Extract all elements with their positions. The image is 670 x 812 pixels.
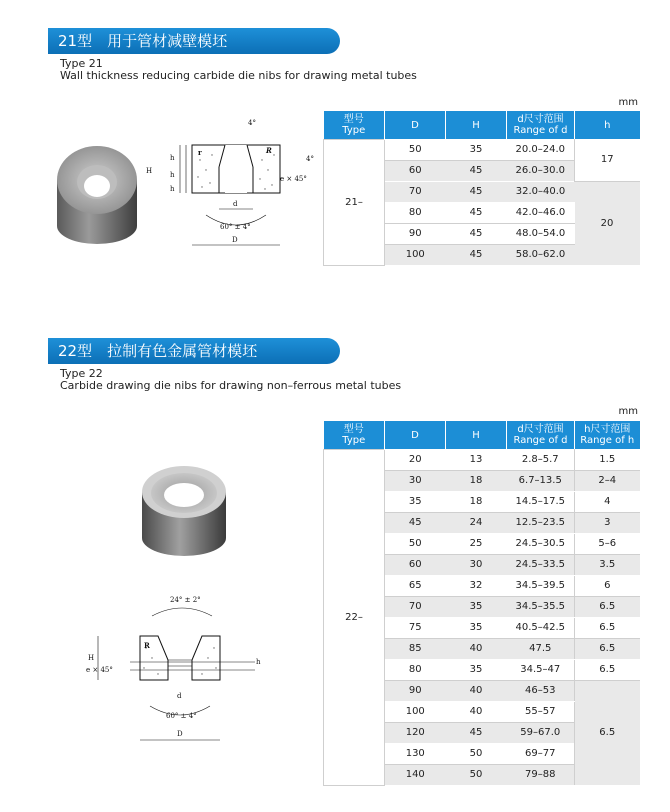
cell-hrange: 6 [575, 575, 640, 596]
section2-type-label: Type 22 [60, 367, 103, 380]
cell-H: 18 [446, 491, 507, 512]
die-nib-21-image [55, 142, 140, 247]
cell-hrange: 2–4 [575, 470, 640, 491]
cell-range: 24.5–30.5 [507, 533, 575, 554]
cell-D: 80 [385, 202, 446, 223]
cell-range: 2.8–5.7 [507, 449, 575, 470]
cell-H: 45 [446, 244, 507, 265]
cell-range: 24.5–33.5 [507, 554, 575, 575]
d1-label-chamfer: e × 45° [280, 175, 307, 183]
cell-h: 17 [575, 139, 640, 181]
cell-H: 32 [446, 575, 507, 596]
cell-D: 45 [385, 512, 446, 533]
cell-D: 85 [385, 638, 446, 659]
cell-D: 70 [385, 596, 446, 617]
die-nib-21-drawing [140, 115, 325, 260]
cell-hrange: 1.5 [575, 449, 640, 470]
cell-range: 34.5–35.5 [507, 596, 575, 617]
section1-type-label: Type 21 [60, 57, 103, 70]
cell-hrange: 6.5 [575, 617, 640, 638]
cell-H: 45 [446, 223, 507, 244]
d1-label-R: R [266, 146, 272, 155]
cell-range: 79–88 [507, 764, 575, 785]
cell-D: 90 [385, 680, 446, 701]
header-D: D [385, 421, 446, 449]
cell-range: 34.5–39.5 [507, 575, 575, 596]
cell-range: 6.7–13.5 [507, 470, 575, 491]
cell-D: 130 [385, 743, 446, 764]
cell-D: 120 [385, 722, 446, 743]
type-cell: 22– [324, 449, 385, 785]
cell-D: 80 [385, 659, 446, 680]
cell-D: 90 [385, 223, 446, 244]
section2-table-header [324, 421, 640, 449]
cell-H: 35 [446, 596, 507, 617]
header-type: 型号 Type [324, 421, 385, 449]
header-D: D [385, 111, 446, 139]
cell-H: 35 [446, 139, 507, 160]
cell-D: 60 [385, 160, 446, 181]
cell-D: 70 [385, 181, 446, 202]
cell-range: 32.0–40.0 [507, 181, 575, 202]
cell-D: 100 [385, 244, 446, 265]
cell-D: 35 [385, 491, 446, 512]
cell-D: 50 [385, 533, 446, 554]
type-cell: 21– [324, 139, 385, 265]
cell-h: 20 [575, 181, 640, 265]
d2-label-chamfer: e × 45° [86, 666, 113, 674]
cell-range: 26.0–30.0 [507, 160, 575, 181]
cell-D: 100 [385, 701, 446, 722]
cell-range: 34.5–47 [507, 659, 575, 680]
d1-label-h2: h [170, 171, 175, 179]
cell-H: 45 [446, 160, 507, 181]
cell-range: 59–67.0 [507, 722, 575, 743]
d2-label-h: h [256, 658, 261, 666]
cell-H: 24 [446, 512, 507, 533]
cell-H: 40 [446, 638, 507, 659]
d2-label-d: d [177, 692, 182, 700]
cell-range: 42.0–46.0 [507, 202, 575, 223]
table-row [324, 139, 640, 160]
d2-label-H: H [88, 654, 95, 662]
cell-D: 60 [385, 554, 446, 575]
d2-label-D: D [177, 730, 183, 738]
cell-H: 50 [446, 764, 507, 785]
cell-range: 12.5–23.5 [507, 512, 575, 533]
d2-label-cone-top: 24° ± 2° [170, 596, 201, 604]
header-H: H [446, 421, 507, 449]
cell-H: 40 [446, 680, 507, 701]
section2-banner: 22型 拉制有色金属管材模坯 [48, 338, 340, 364]
d1-label-r: r [198, 148, 202, 157]
die-nib-22-drawing [80, 588, 270, 748]
cell-hrange: 3.5 [575, 554, 640, 575]
cell-range: 58.0–62.0 [507, 244, 575, 265]
cell-range: 14.5–17.5 [507, 491, 575, 512]
die-nib-22-image [138, 462, 230, 560]
cell-range: 69–77 [507, 743, 575, 764]
cell-D: 65 [385, 575, 446, 596]
section1-banner: 21型 用于管材减壁模坯 [48, 28, 340, 54]
section1-description: Wall thickness reducing carbide die nibs for drawing metal tubes [60, 69, 417, 82]
cell-range: 40.5–42.5 [507, 617, 575, 638]
cell-hrange: 6.5 [575, 680, 640, 785]
cell-hrange: 6.5 [575, 638, 640, 659]
table-row [324, 449, 640, 470]
section2-unit: mm [618, 406, 638, 417]
section2-table [323, 421, 640, 786]
section1-table-header [324, 111, 640, 139]
cell-D: 75 [385, 617, 446, 638]
cell-D: 20 [385, 449, 446, 470]
d2-label-cone: 60° ± 4° [166, 712, 197, 720]
cell-hrange: 6.5 [575, 596, 640, 617]
cell-range: 55–57 [507, 701, 575, 722]
d1-label-D: D [232, 236, 238, 244]
cell-hrange: 5–6 [575, 533, 640, 554]
cell-H: 30 [446, 554, 507, 575]
header-range: d尺寸范围 Range of d [507, 111, 575, 139]
cell-H: 35 [446, 659, 507, 680]
cell-hrange: 3 [575, 512, 640, 533]
d2-label-R: R [144, 641, 150, 650]
section1-unit: mm [618, 97, 638, 108]
header-h: h [575, 111, 640, 139]
cell-H: 45 [446, 722, 507, 743]
cell-H: 40 [446, 701, 507, 722]
cell-range: 46–53 [507, 680, 575, 701]
cell-range: 20.0–24.0 [507, 139, 575, 160]
cell-H: 45 [446, 181, 507, 202]
d1-label-H: H [146, 167, 153, 175]
header-range: d尺寸范围 Range of d [507, 421, 575, 449]
cell-H: 18 [446, 470, 507, 491]
d1-label-angle-side: 4° [306, 155, 314, 163]
d1-label-d: d [233, 200, 238, 208]
cell-D: 30 [385, 470, 446, 491]
cell-range: 47.5 [507, 638, 575, 659]
d1-label-cone: 60° ± 4° [220, 223, 251, 231]
header-H: H [446, 111, 507, 139]
cell-D: 50 [385, 139, 446, 160]
section1-table [323, 111, 640, 266]
cell-hrange: 4 [575, 491, 640, 512]
cell-D: 140 [385, 764, 446, 785]
cell-H: 45 [446, 202, 507, 223]
cell-H: 35 [446, 617, 507, 638]
cell-H: 25 [446, 533, 507, 554]
cell-hrange: 6.5 [575, 659, 640, 680]
header-hrange: h尺寸范围 Range of h [575, 421, 640, 449]
d1-label-h3: h [170, 185, 175, 193]
cell-H: 50 [446, 743, 507, 764]
section2-description: Carbide drawing die nibs for drawing non–ferrous metal tubes [60, 379, 402, 392]
header-type: 型号 Type [324, 111, 385, 139]
cell-H: 13 [446, 449, 507, 470]
cell-range: 48.0–54.0 [507, 223, 575, 244]
d1-label-h1: h [170, 154, 175, 162]
d1-label-angle-top: 4° [248, 119, 256, 127]
